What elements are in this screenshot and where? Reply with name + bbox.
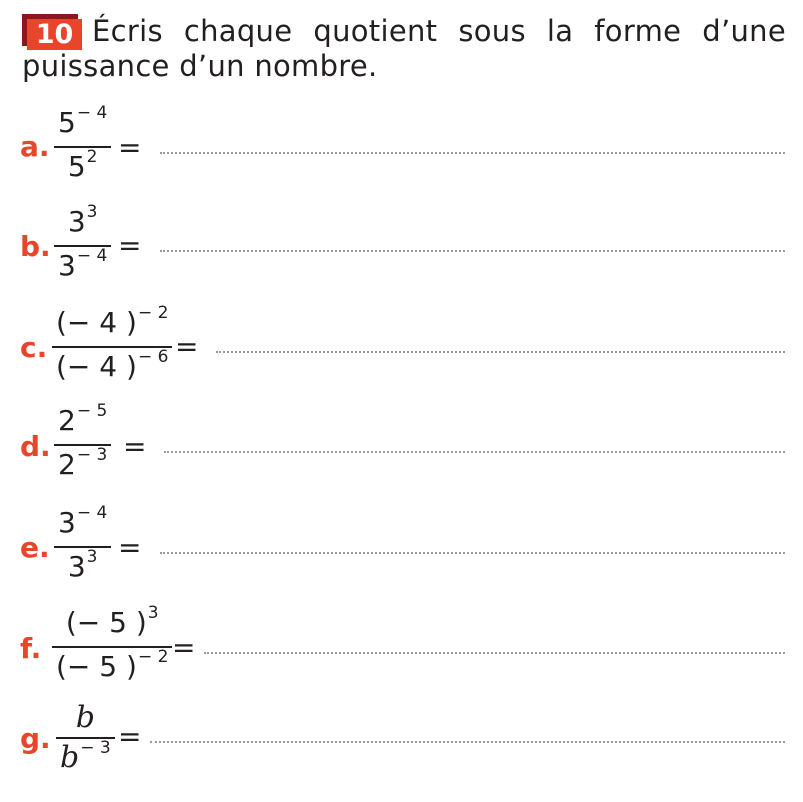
numerator: (− 5 )$^3$ — [65, 603, 159, 639]
equals-sign: = — [118, 229, 142, 262]
answer-line[interactable] — [160, 552, 785, 554]
numerator: $2^{- 5}$ — [58, 401, 108, 437]
denominator: $3^{- 4}$ — [58, 245, 108, 282]
item-f — [20, 603, 785, 688]
item-e — [20, 503, 785, 588]
item-label: f. — [20, 632, 42, 665]
denominator: (− 5 )$^{- 2}$ — [56, 646, 169, 683]
item-b — [20, 202, 785, 287]
item-c — [20, 303, 785, 388]
answer-line[interactable] — [150, 741, 785, 743]
denominator: $b^{- 3}$ — [60, 737, 111, 775]
equals-sign: = — [118, 131, 142, 164]
fraction — [54, 401, 111, 484]
equals-sign: = — [118, 531, 142, 564]
fraction-bar — [54, 546, 111, 548]
item-a — [20, 103, 785, 188]
answer-line[interactable] — [204, 652, 785, 654]
fraction — [52, 303, 172, 386]
item-label: g. — [20, 722, 51, 755]
exercise-number: 10 — [27, 19, 82, 50]
denominator: $2^{- 3}$ — [58, 444, 108, 481]
numerator: b — [75, 700, 95, 735]
equals-sign: = — [123, 430, 147, 463]
denominator: $3^3$ — [67, 546, 98, 583]
answer-line[interactable] — [160, 152, 785, 154]
numerator: (− 4 )$^{- 2}$ — [56, 303, 169, 339]
equals-sign: = — [175, 330, 199, 363]
numerator: $3^3$ — [67, 202, 98, 238]
item-label: d. — [20, 430, 51, 463]
numerator: $3^{- 4}$ — [58, 503, 108, 539]
answer-line[interactable] — [216, 351, 785, 353]
item-g — [20, 700, 785, 783]
denominator: (− 4 )$^{- 6}$ — [56, 346, 169, 383]
equals-sign: = — [118, 720, 142, 753]
fraction — [56, 700, 115, 777]
fraction — [52, 603, 172, 686]
answer-line[interactable] — [164, 451, 785, 453]
fraction — [54, 103, 111, 186]
exercise-instruction: Écris chaque quotient sous la forme d’une puissance d’un nombre. — [22, 14, 786, 83]
answer-line[interactable] — [160, 250, 785, 252]
numerator: $5^{- 4}$ — [58, 103, 108, 139]
item-label: c. — [20, 331, 48, 364]
denominator: $5^2$ — [67, 146, 98, 183]
item-label: e. — [20, 531, 50, 564]
item-d — [20, 401, 785, 486]
item-label: a. — [20, 130, 50, 163]
fraction — [54, 503, 111, 586]
item-label: b. — [20, 230, 51, 263]
fraction-bar — [54, 146, 111, 148]
fraction — [54, 202, 111, 285]
equals-sign: = — [172, 631, 196, 664]
